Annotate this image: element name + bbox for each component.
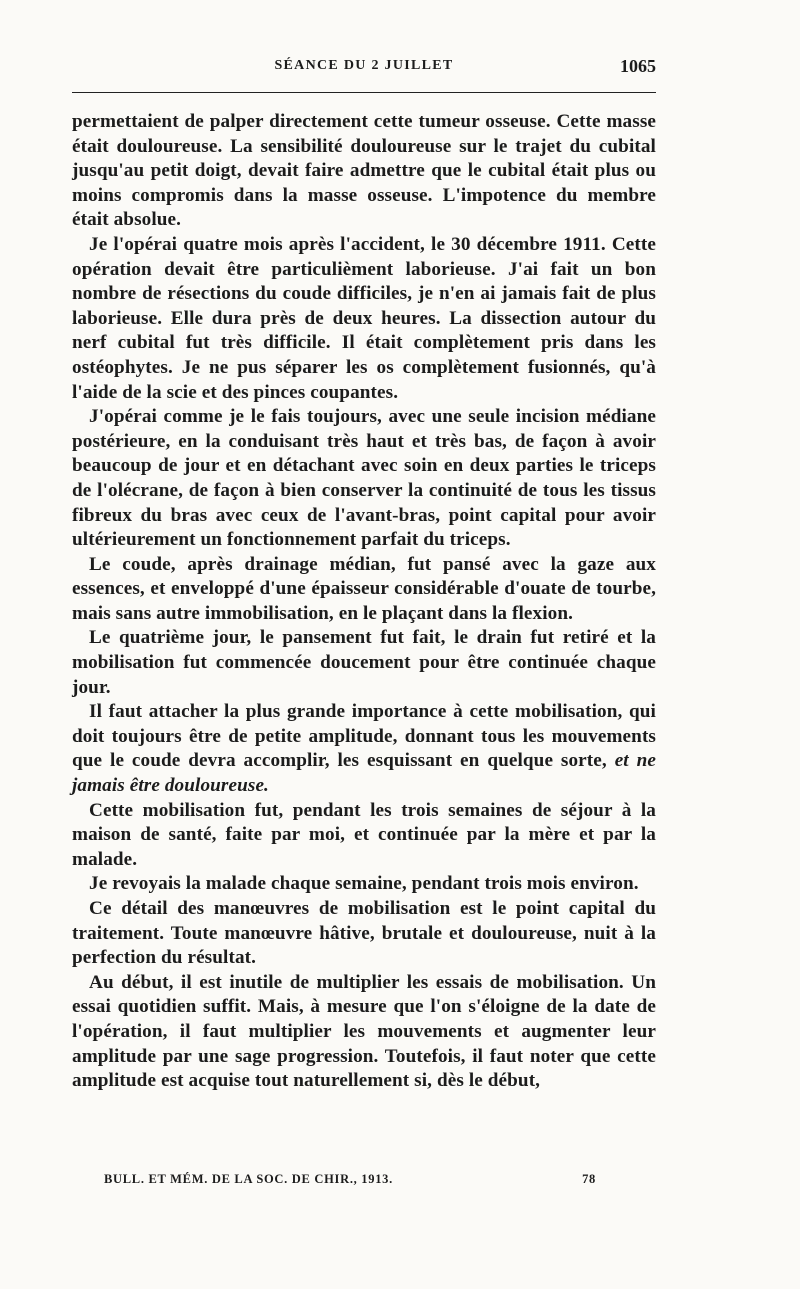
paragraph: permettaient de palper directement cette tumeur osseuse. Cette masse était douloureuse. La sensibilité douloureuse sur le trajet du cubital jusqu'au petit doigt, devait faire admettre que le cubital était plus ou moins compromis dans la masse osseuse. L'impotence du membre était absolue. (72, 111, 656, 231)
document-page (72, 50, 656, 1094)
paragraph: Le quatrième jour, le pansement fut fait, le drain fut retiré et la mobilisation fut commencée doucement pour être continuée chaque jour. (72, 627, 656, 698)
paragraph-text: Il faut attacher la plus grande importance à cette mobilisation, qui doit toujours être de petite amplitude, donnant tous les mouvements que le coude devra accomplir, les esquissant en quelque sorte, (72, 701, 656, 772)
header-rule (72, 92, 656, 93)
italic-emphasis: et ne jamais être douloureuse. (72, 750, 656, 797)
paragraph: Ce détail des manœuvres de mobilisation est le point capital du traitement. Toute manœuvre hâtive, brutale et douloureuse, nuit à la perfection du résultat. (72, 898, 656, 969)
running-header (72, 50, 656, 82)
paragraph (72, 700, 656, 798)
paragraph: J'opérai comme je le fais toujours, avec une seule incision médiane postérieure, en la conduisant très haut et très bas, de façon à avoir beaucoup de jour et en détachant avec soin en deux parties le triceps de l'olécrane, de façon à bien conserver la continuité de tous les tissus fibreux du bras avec ceux de l'avant-bras, point capital pour avoir ultérieurement un fonctionnement parfait du triceps. (72, 406, 656, 551)
running-title: SÉANCE DU 2 JUILLET (274, 58, 454, 73)
page-number: 1065 (620, 56, 656, 76)
paragraph: Je l'opérai quatre mois après l'accident, le 30 décembre 1911. Cette opération devait être particulièment laborieuse. J'ai fait un bon nombre de résections du coude difficiles, je n'en ai jamais fait de plus laborieuse. Elle dura près de deux heures. La dissection autour du nerf cubital fut très difficile. Il était complètement pris dans les ostéophytes. Je ne pus séparer les os complètement fusionnés, qu'à l'aide de la scie et des pinces coupantes. (72, 233, 656, 403)
page-footer (104, 1172, 604, 1194)
journal-citation: BULL. ET MÉM. DE LA SOC. DE CHIR., 1913. (104, 1172, 393, 1186)
paragraph: Cette mobilisation fut, pendant les trois semaines de séjour à la maison de santé, faite par moi, et continuée par la mère et par la malade. (72, 799, 656, 870)
paragraph: Au début, il est inutile de multiplier les essais de mobilisation. Un essai quotidien suffit. Mais, à mesure que l'on s'éloigne de la date de l'opération, il faut multiplier les mouvements et augmenter leur amplitude par une sage progression. Toutefois, il faut noter que cette amplitude est acquise tout naturellement si, dès le début, (72, 971, 656, 1092)
body-text (72, 110, 656, 1094)
paragraph: Le coude, après drainage médian, fut pansé avec la gaze aux essences, et enveloppé d'une épaisseur considérable d'ouate de tourbe, mais sans autre immobilisation, en le plaçant dans la flexion. (72, 553, 656, 624)
signature-mark: 78 (582, 1172, 596, 1186)
paragraph: Je revoyais la malade chaque semaine, pendant trois mois environ. (89, 873, 639, 895)
